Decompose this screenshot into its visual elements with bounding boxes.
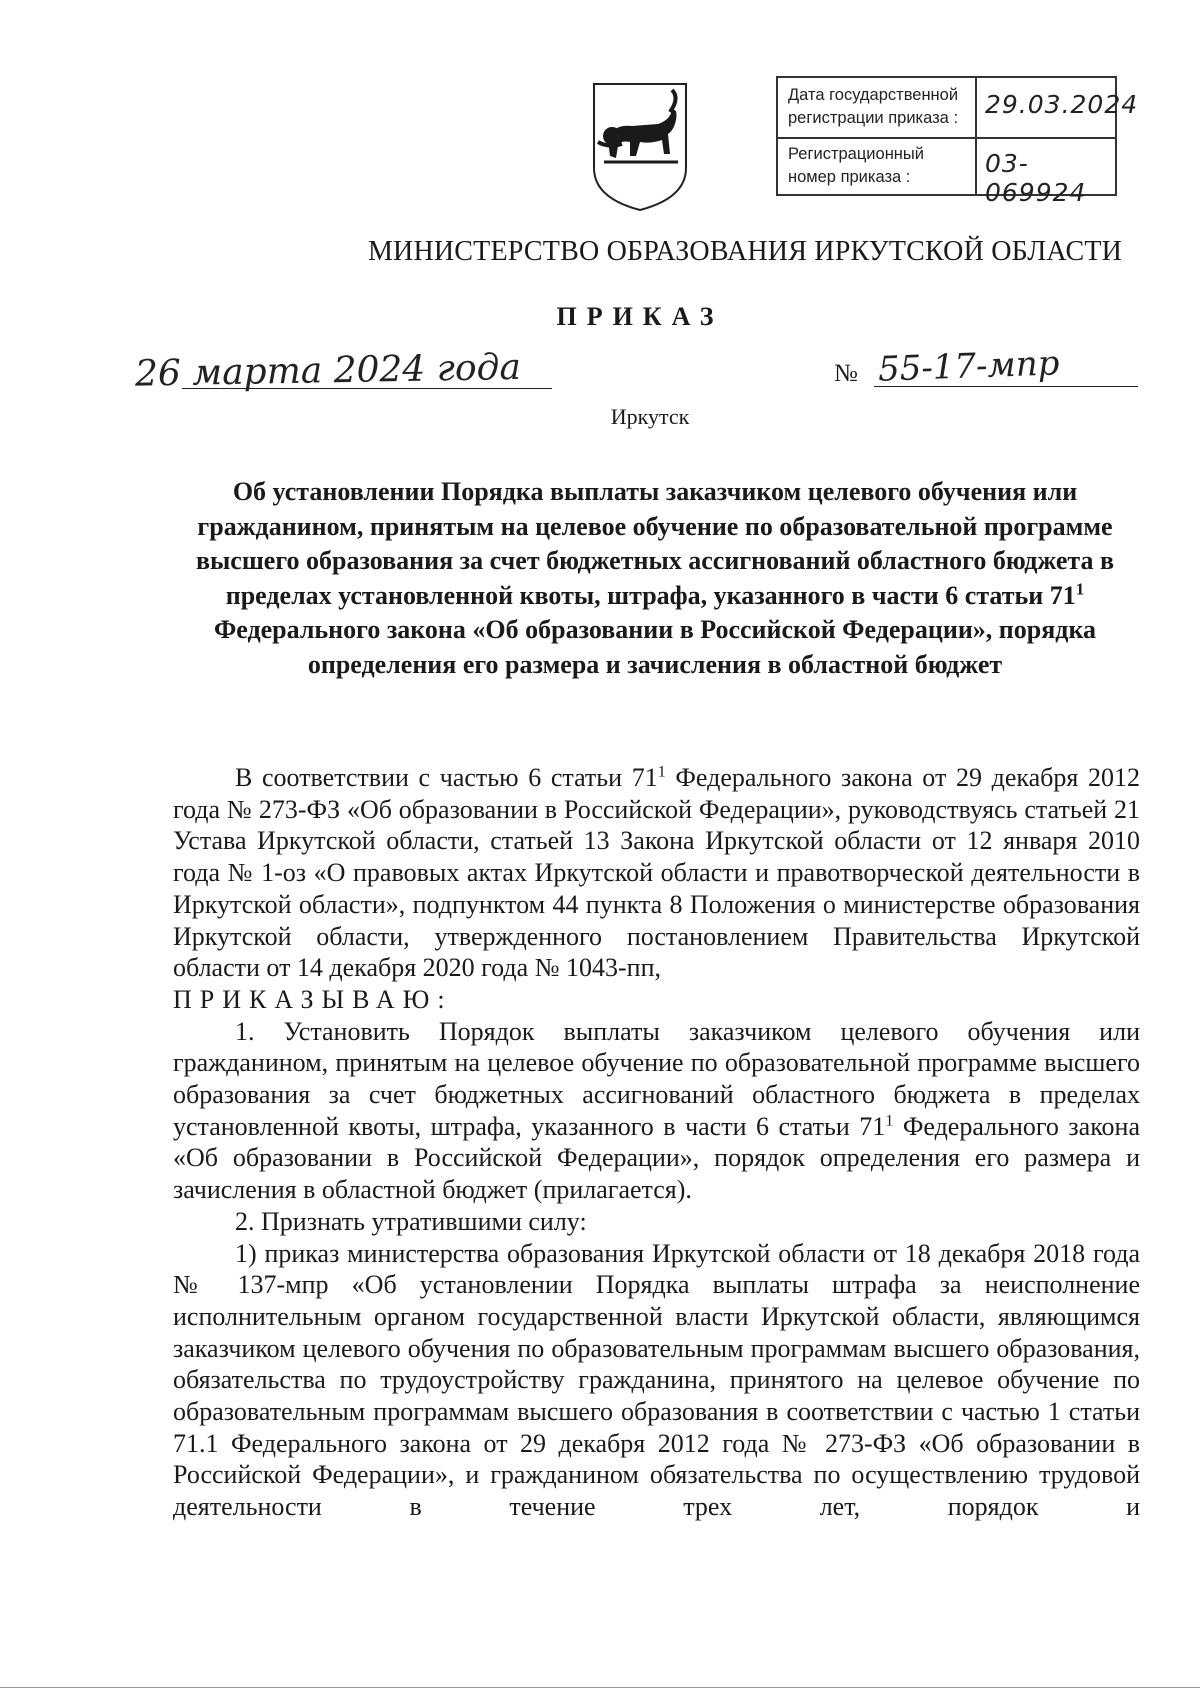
item-2: 2. Признать утратившими силу: bbox=[235, 1206, 587, 1236]
item-1-text-1: 1. Установить Порядок выплаты заказчиком целевого обучения или гражданином, принятым на целевое обучение по образовательной программе высшего образования за счет бюджетных ассигнований областного бюджета в пределах установленной квоты, штрафа, указанного в части 6 статьи 71 bbox=[173, 1016, 1140, 1141]
stamp-row-number bbox=[778, 137, 1115, 207]
preamble-paragraph bbox=[173, 762, 1140, 984]
stamp-row-date bbox=[778, 78, 1139, 139]
item-1-text-2: Федерального закона «Об образовании в Российской Федерации», порядок определения его размера и зачисления в областной бюджет (прилагается). bbox=[173, 1111, 1140, 1205]
page-bottom-edge bbox=[0, 1687, 1200, 1688]
city: Иркутск bbox=[610, 404, 690, 429]
preamble-text-2: Федерального закона от 29 декабря 2012 года № 273-ФЗ «Об образовании в Российской Федерации», руководствуясь статьей 21 Устава Иркутской области, статьей 13 Закона Иркутской области от 12 января 2010 года № 1-оз «О правовых актах Иркутской области и правотворческой деятельности в Иркутской области», подпунктом 44 пункта 8 Положения о министерстве образования Иркутской области, утвержденного постановлением Правительства Иркутской области от 14 декабря 2020 года № 1043-пп, bbox=[173, 763, 1140, 983]
date-underline bbox=[182, 388, 552, 389]
handwritten-date: 26 марта 2024 года bbox=[134, 346, 522, 395]
item-2-1: 1) приказ министерства образования Иркутской области от 18 декабря 2018 года № 137-мпр «Об установлении Порядка выплаты штрафа за неисполнение исполнительным органом государственной власти Иркутской области, являющимся заказчиком целевого обучения по образовательным программам высшего образования, обязательства по трудоустройству гражданина, принятого на целевое обучение по образовательным программам высшего образования в соответствии с частью 1 статьи 71.1 Федерального закона от 29 декабря 2012 года № 273-ФЗ «Об образовании в Российской Федерации», и гражданином обязательства по осуществлению трудовой деятельности в течение трех лет, порядок и bbox=[173, 1238, 1140, 1522]
title-text-1: Об установлении Порядка выплаты заказчиком целевого обучения или гражданином, принятым на целевое обучение по образовательной программе высшего образования за счет бюджетных ассигнований областного бюджета в пределах установленной квоты, штрафа, указанного в части 6 статьи 71 bbox=[195, 477, 1115, 610]
document-body bbox=[173, 762, 1140, 1523]
title-sup: 1 bbox=[1075, 578, 1085, 598]
document-title bbox=[170, 475, 1140, 682]
ministry-name: МИНИСТЕРСТВО ОБРАЗОВАНИЯ ИРКУТСКОЙ ОБЛАСТИ bbox=[367, 236, 1123, 267]
preamble-text-1: В соответствии с частью 6 статьи 71 bbox=[235, 763, 658, 792]
title-text-2: Федерального закона «Об образовании в Российской Федерации», порядка определения его размера и зачисления в областной бюджет bbox=[213, 615, 1097, 679]
number-underline bbox=[874, 386, 1138, 387]
reg-number-label: Регистрационный номер приказа : bbox=[788, 145, 924, 186]
order-word: ПРИКАЗЫВАЮ: bbox=[173, 984, 453, 1014]
reg-number-value: 03-069924 bbox=[985, 149, 1087, 207]
item-1 bbox=[173, 1016, 1140, 1206]
handwritten-number: 55-17-мпр bbox=[877, 343, 1061, 390]
coat-of-arms-emblem bbox=[588, 80, 692, 212]
reg-date-label: Дата государственной регистрации приказа : bbox=[788, 86, 959, 127]
registration-stamp bbox=[776, 76, 1139, 207]
document-type: ПРИКАЗ bbox=[556, 302, 724, 331]
item-1-sup: 1 bbox=[885, 1112, 894, 1130]
number-sign: № bbox=[834, 360, 858, 387]
reg-date-value: 29.03.2024 bbox=[985, 90, 1139, 119]
preamble-sup: 1 bbox=[657, 763, 666, 781]
